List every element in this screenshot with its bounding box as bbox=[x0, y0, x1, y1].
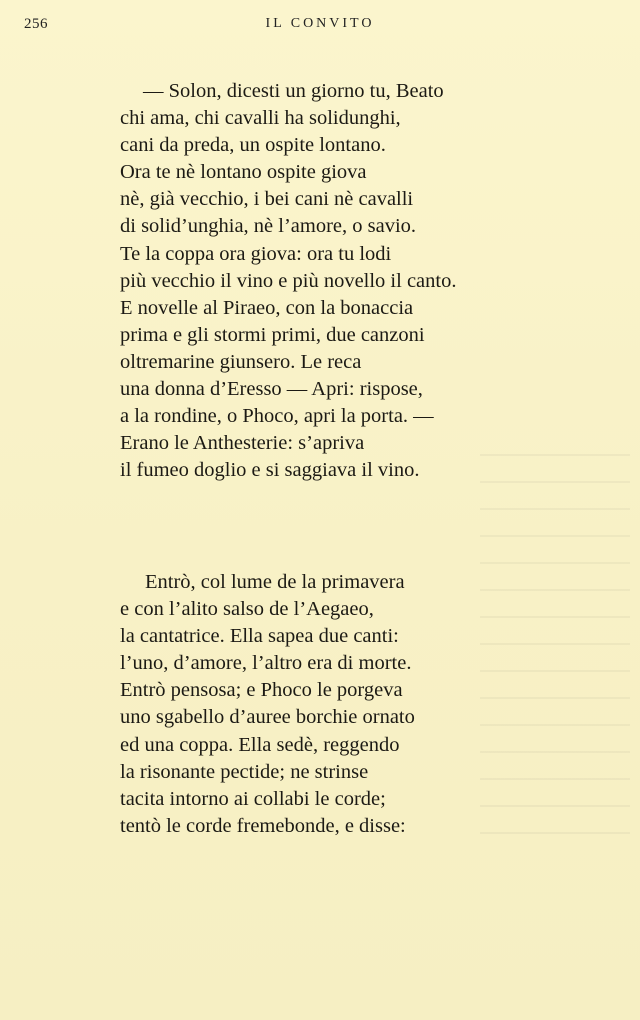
verse-line: chi ama, chi cavalli ha solidunghi, bbox=[120, 107, 401, 130]
verse-line: una donna d’Eresso — Apri: rispose, bbox=[120, 378, 423, 401]
verse-line: Erano le Anthesterie: s’apriva bbox=[120, 432, 365, 455]
verse-line: e con l’alito salso de l’Aegaeo, bbox=[120, 598, 374, 621]
verse-line: E novelle al Piraeo, con la bonaccia bbox=[120, 296, 414, 319]
verse-line: Ora te nè lontano ospite giova bbox=[120, 161, 367, 184]
verse-line: ed una coppa. Ella sedè, reggendo bbox=[120, 733, 400, 756]
verse-line: l’uno, d’amore, l’altro era di morte. bbox=[120, 652, 412, 675]
stanza-1 bbox=[120, 78, 456, 484]
verse-line: Entrò, col lume de la primavera bbox=[145, 571, 405, 593]
verse-line: oltremarine giunsero. Le reca bbox=[120, 350, 362, 373]
verse-line: più vecchio il vino e più novello il canto. bbox=[120, 269, 457, 292]
show-through-text bbox=[480, 440, 630, 840]
page-number: 256 bbox=[24, 16, 48, 32]
verse-line: nè, già vecchio, i bei cani nè cavalli bbox=[120, 188, 414, 211]
verse-line: a la rondine, o Phoco, apri la porta. — bbox=[120, 405, 434, 428]
running-title: IL CONVITO bbox=[265, 16, 375, 31]
verse-line: prima e gli stormi primi, due canzoni bbox=[120, 323, 425, 346]
verse-line: tacita intorno ai collabi le corde; bbox=[120, 787, 386, 810]
verse-line: — Solon, dicesti un giorno tu, Beato bbox=[143, 80, 444, 102]
stanza-2 bbox=[120, 569, 415, 840]
verse-line: la risonante pectide; ne strinse bbox=[120, 760, 369, 783]
verse-line: il fumeo doglio e si saggiava il vino. bbox=[120, 459, 420, 482]
verse-line: Entrò pensosa; e Phoco le porgeva bbox=[120, 679, 403, 702]
verse-line: uno sgabello d’auree borchie ornato bbox=[120, 706, 415, 729]
verse-line: la cantatrice. Ella sapea due canti: bbox=[120, 625, 399, 648]
verse-line: Te la coppa ora giova: ora tu lodi bbox=[120, 242, 392, 265]
verse-line: di solid’unghia, nè l’amore, o savio. bbox=[120, 215, 417, 238]
verse-line: tentò le corde fremebonde, e disse: bbox=[120, 814, 406, 837]
verse-line: cani da preda, un ospite lontano. bbox=[120, 134, 386, 157]
